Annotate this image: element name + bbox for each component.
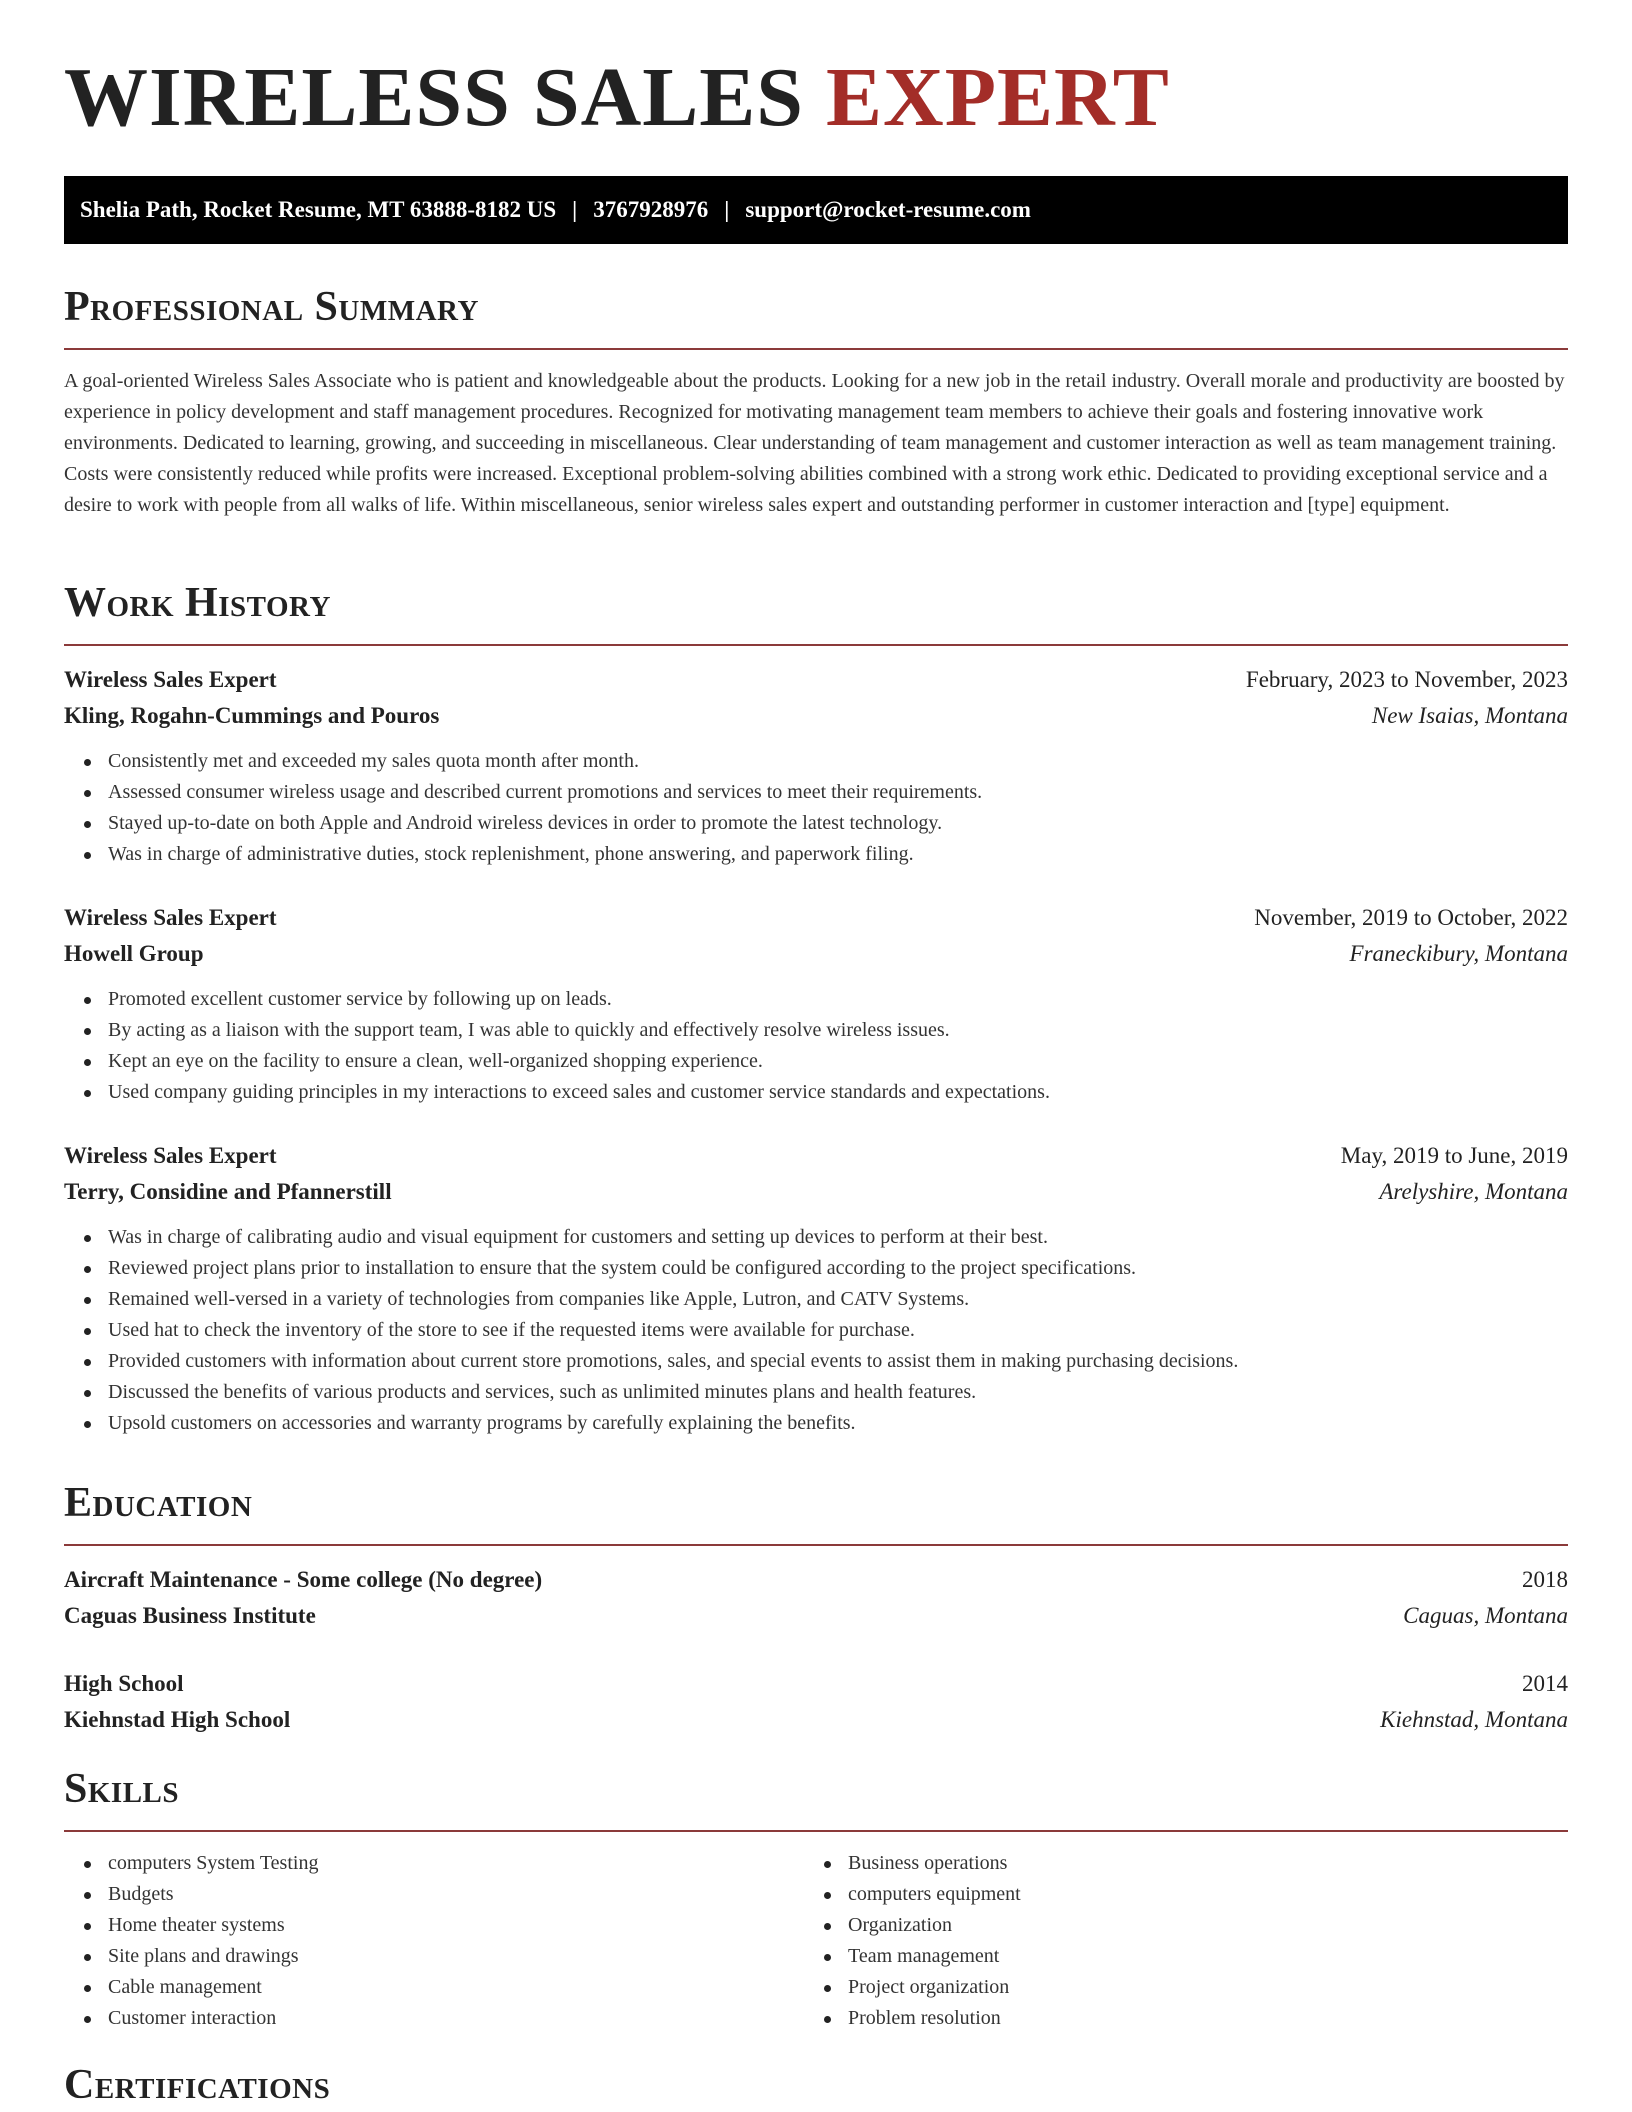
list-item: Was in charge of administrative duties, stock replenishment, phone answering, and paperwork filing.: [64, 839, 1568, 870]
section-heading: Education: [64, 1480, 253, 1526]
contact-separator: |: [724, 197, 730, 222]
education-entry: [64, 1562, 1568, 1634]
list-item: Remained well-versed in a variety of technologies from companies like Apple, Lutron, and CATV Systems.: [64, 1284, 1568, 1315]
section-heading: Professional Summary: [64, 284, 479, 330]
list-item: Reviewed project plans prior to installation to ensure that the system could be configured according to the project specifications.: [64, 1253, 1568, 1284]
skill-item: Cable management: [64, 1972, 804, 2003]
job-role: Wireless Sales Expert: [64, 1143, 277, 1168]
education-year: 2018: [1522, 1567, 1568, 1592]
job-entry: [64, 900, 1568, 1108]
job-role: Wireless Sales Expert: [64, 667, 277, 692]
job-entry: [64, 1138, 1568, 1439]
title-accent: EXPERT: [826, 51, 1170, 144]
section-divider: [64, 644, 1568, 646]
education-location: Kiehnstad, Montana: [1380, 1707, 1568, 1732]
school: Kiehnstad High School: [64, 1707, 291, 1732]
skill-item: Budgets: [64, 1879, 804, 1910]
section-divider: [64, 1544, 1568, 1546]
skills-columns: [64, 1848, 1568, 2034]
summary-text: A goal-oriented Wireless Sales Associate who is patient and knowledgeable about the products. Looking for a new job in the retail industry. Overall morale and productivity are boosted by experience in policy development and staff management procedures. Recognized for motivating management team members to achieve their goals and fostering innovative work environments. Dedicated to learning, growing, and succeeding in miscellaneous. Clear understanding of team management and customer interaction as well as team management training. Costs were consistently reduced while profits were increased. Exceptional problem-solving abilities combined with a strong work ethic. Dedicated to providing exceptional service and a desire to work with people from all walks of life. Within miscellaneous, senior wireless sales expert and outstanding performer in customer interaction and [type] equipment.: [64, 370, 1565, 516]
job-location: Arelyshire, Montana: [1379, 1179, 1568, 1204]
contact-phone: 3767928976: [593, 197, 709, 222]
skill-item: Customer interaction: [64, 2003, 804, 2034]
skill-item: Site plans and drawings: [64, 1941, 804, 1972]
education-year: 2014: [1522, 1671, 1568, 1696]
skill-item: Home theater systems: [64, 1910, 804, 1941]
certifications-section: [64, 2064, 1568, 2112]
skill-item: Organization: [804, 1910, 1544, 1941]
contact-separator: |: [572, 197, 578, 222]
list-item: Used hat to check the inventory of the store to see if the requested items were available for purchase.: [64, 1315, 1568, 1346]
education-entry: [64, 1666, 1568, 1738]
job-entry: [64, 662, 1568, 870]
resume-title: [64, 51, 1170, 144]
job-company: Terry, Considine and Pfannerstill: [64, 1179, 392, 1204]
job-company: Howell Group: [64, 941, 204, 966]
education-section: [64, 1482, 1568, 1738]
list-item: Stayed up-to-date on both Apple and Android wireless devices in order to promote the latest technology.: [64, 808, 1568, 839]
section-divider: [64, 1830, 1568, 1832]
job-bullets: [64, 746, 1568, 870]
job-location: Franeckibury, Montana: [1349, 941, 1568, 966]
contact-bar: [64, 176, 1568, 244]
list-item: Assessed consumer wireless usage and described current promotions and services to meet their requirements.: [64, 777, 1568, 808]
job-dates: May, 2019 to June, 2019: [1340, 1143, 1568, 1168]
list-item: Promoted excellent customer service by following up on leads.: [64, 984, 1568, 1015]
skill-item: computers System Testing: [64, 1848, 804, 1879]
job-bullets: [64, 1222, 1568, 1439]
list-item: Provided customers with information about current store promotions, sales, and special events to assist them in making purchasing decisions.: [64, 1346, 1568, 1377]
skill-item: Business operations: [804, 1848, 1544, 1879]
contact-email: support@rocket-resume.com: [745, 197, 1031, 222]
job-location: New Isaias, Montana: [1371, 703, 1568, 728]
list-item: Was in charge of calibrating audio and visual equipment for customers and setting up devices to perform at their best.: [64, 1222, 1568, 1253]
work-history-section: [64, 582, 1568, 1439]
skill-item: Team management: [804, 1941, 1544, 1972]
education-location: Caguas, Montana: [1403, 1603, 1568, 1628]
section-heading: Certifications: [64, 2062, 331, 2108]
list-item: Kept an eye on the facility to ensure a clean, well-organized shopping experience.: [64, 1046, 1568, 1077]
section-heading: Work History: [64, 580, 331, 626]
list-item: Upsold customers on accessories and warranty programs by carefully explaining the benefits.: [64, 1408, 1568, 1439]
job-dates: November, 2019 to October, 2022: [1254, 905, 1568, 930]
job-role: Wireless Sales Expert: [64, 905, 277, 930]
job-dates: February, 2023 to November, 2023: [1245, 667, 1568, 692]
skills-list-left: [64, 1848, 804, 2034]
skill-item: Problem resolution: [804, 2003, 1544, 2034]
section-divider: [64, 348, 1568, 350]
title-main: WIRELESS SALES: [64, 51, 805, 144]
degree: Aircraft Maintenance - Some college (No degree): [64, 1567, 543, 1592]
list-item: Discussed the benefits of various products and services, such as unlimited minutes plans and health features.: [64, 1377, 1568, 1408]
section-heading: Skills: [64, 1766, 180, 1812]
degree: High School: [64, 1671, 184, 1696]
job-company: Kling, Rogahn-Cummings and Pouros: [64, 703, 440, 728]
list-item: Consistently met and exceeded my sales quota month after month.: [64, 746, 1568, 777]
skills-list-right: [804, 1848, 1544, 2034]
list-item: Used company guiding principles in my interactions to exceed sales and customer service standards and expectations.: [64, 1077, 1568, 1108]
job-bullets: [64, 984, 1568, 1108]
contact-address: Shelia Path, Rocket Resume, MT 63888-8182 US: [80, 197, 557, 222]
skill-item: Project organization: [804, 1972, 1544, 2003]
skills-section: [64, 1768, 1568, 2034]
school: Caguas Business Institute: [64, 1603, 316, 1628]
list-item: By acting as a liaison with the support team, I was able to quickly and effectively resolve wireless issues.: [64, 1015, 1568, 1046]
summary-section: [64, 286, 1568, 521]
skill-item: computers equipment: [804, 1879, 1544, 1910]
